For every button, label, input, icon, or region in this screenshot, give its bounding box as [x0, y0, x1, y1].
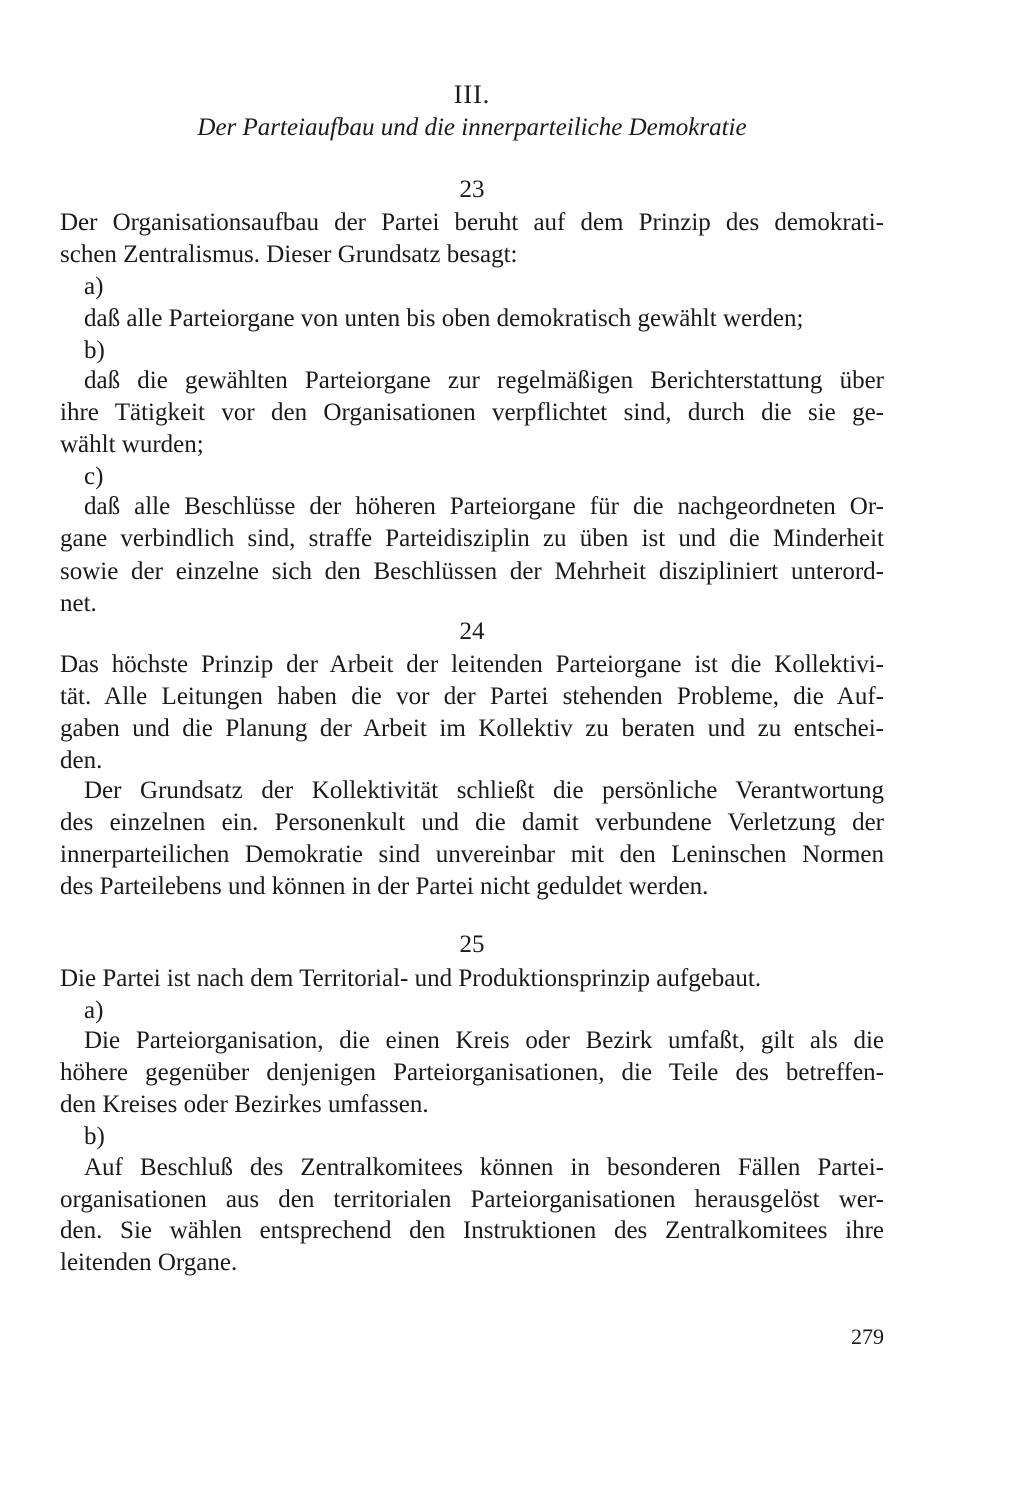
list-marker: a) — [84, 273, 104, 300]
list-marker: a) — [84, 997, 104, 1024]
paragraph-line: den. Sie wählen entsprechend den Instruktionen des Zentralkomitees ihre — [60, 1217, 884, 1244]
paragraph-line: gane verbindlich sind, straffe Parteidisziplin zu üben ist und die Minderheit — [60, 525, 884, 552]
paragraph-line: wählt wurden; — [60, 431, 204, 458]
paragraph-line: Die Parteiorganisation, die einen Kreis oder Bezirk umfaßt, gilt als die — [84, 1027, 884, 1054]
paragraph-line: organisationen aus den territorialen Parteiorganisationen herausgelöst wer- — [60, 1186, 884, 1213]
paragraph-line: des einzelnen ein. Personenkult und die damit verbundene Verletzung der — [60, 809, 884, 836]
paragraph-line: leitenden Organe. — [60, 1249, 238, 1276]
paragraph-line: den. — [60, 747, 103, 774]
section-number: 25 — [459, 931, 485, 958]
page-number: 279 — [851, 1324, 884, 1349]
list-marker: b) — [84, 1123, 105, 1150]
paragraph-line: Der Organisationsaufbau der Partei beruht auf dem Prinzip des demokrati- — [60, 209, 884, 236]
paragraph-line: schen Zentralismus. Dieser Grundsatz besagt: — [60, 241, 518, 268]
paragraph-line: daß die gewählten Parteiorgane zur regelmäßigen Berichterstattung über — [84, 367, 884, 394]
chapter-title: Der Parteiaufbau und die innerparteiliche Demokratie — [197, 114, 747, 141]
paragraph-line: Das höchste Prinzip der Arbeit der leitenden Parteiorgane ist die Kollektivi- — [60, 651, 884, 678]
section-number: 23 — [459, 176, 485, 203]
paragraph-line: Auf Beschluß des Zentralkomitees können in besonderen Fällen Partei- — [84, 1154, 884, 1181]
paragraph-line: Die Partei ist nach dem Territorial- und Produktionsprinzip aufgebaut. — [60, 965, 762, 992]
list-marker: b) — [84, 337, 105, 364]
paragraph-line: daß alle Parteiorgane von unten bis oben demokratisch gewählt werden; — [84, 305, 804, 332]
paragraph-line: ihre Tätigkeit vor den Organisationen verpflichtet sind, durch die sie ge- — [60, 399, 884, 426]
section-number: 24 — [459, 618, 485, 645]
paragraph-line: Der Grundsatz der Kollektivität schließt die persönliche Verantwortung — [84, 777, 884, 804]
paragraph-line: höhere gegenüber denjenigen Parteiorganisationen, die Teile des betreffen- — [60, 1059, 884, 1086]
paragraph-line: innerparteilichen Demokratie sind unvereinbar mit den Leninschen Normen — [60, 841, 884, 868]
paragraph-line: gaben und die Planung der Arbeit im Kollektiv zu beraten und zu entschei- — [60, 715, 884, 742]
paragraph-line: sowie der einzelne sich den Beschlüssen der Mehrheit diszipliniert unterord- — [60, 558, 884, 585]
paragraph-line: tät. Alle Leitungen haben die vor der Partei stehenden Probleme, die Auf- — [60, 683, 884, 710]
list-marker: c) — [84, 463, 104, 490]
paragraph-line: den Kreises oder Bezirkes umfassen. — [60, 1091, 429, 1118]
paragraph-line: des Parteilebens und können in der Partei nicht geduldet werden. — [60, 873, 709, 900]
paragraph-line: net. — [60, 590, 97, 617]
chapter-roman-numeral: III. — [453, 80, 491, 109]
paragraph-line: daß alle Beschlüsse der höheren Parteiorgane für die nachgeordneten Or- — [84, 493, 884, 520]
